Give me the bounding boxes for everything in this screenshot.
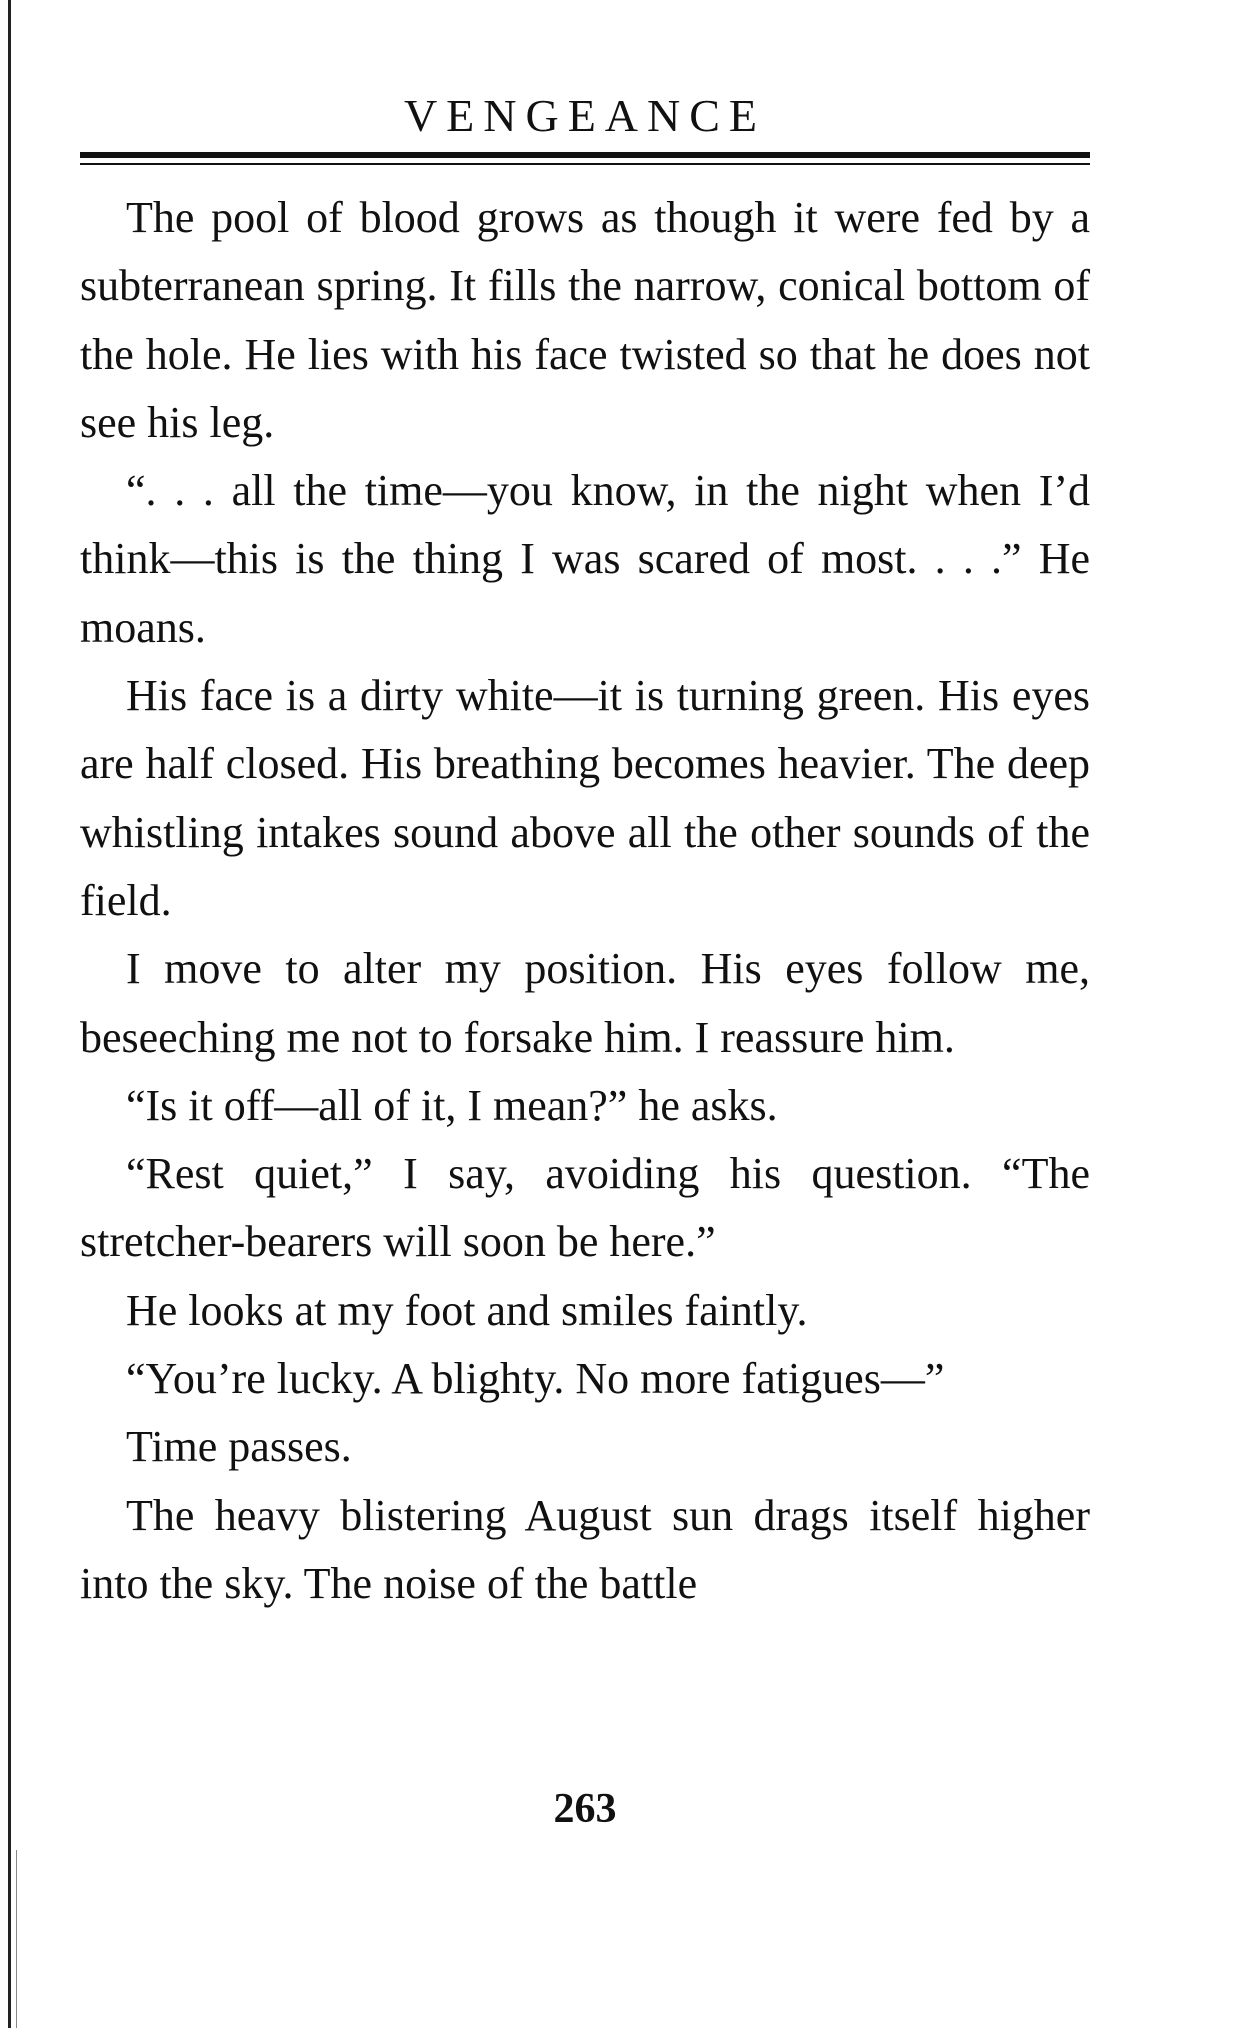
header-rule-thick [80, 152, 1090, 158]
paragraph: “. . . all the time—you know, in the night when I’d think—this is the thing I was scared of most. . . .” He moans. [80, 466, 1090, 652]
paragraph: The pool of blood grows as though it were fed by a subterranean spring. It fills the narrow, conical bottom of the hole. He lies with his face twisted so that he does not see his leg. [80, 193, 1090, 447]
body-text [80, 184, 1090, 1618]
paragraph: “Rest quiet,” I say, avoiding his question. “The stretcher-bearers will soon be here.” [80, 1149, 1090, 1267]
running-head: VENGEANCE [403, 90, 767, 141]
paragraph: His face is a dirty white—it is turning green. His eyes are half closed. His breathing becomes heavier. The deep whistling intakes sound above all the other sounds of the field. [80, 671, 1090, 925]
page-number: 263 [553, 1786, 617, 1832]
paragraph: Time passes. [126, 1422, 352, 1472]
header-rule-thin [80, 163, 1090, 165]
paragraph: The heavy blistering August sun drags itself higher into the sky. The noise of the battle [80, 1490, 1090, 1608]
paragraph: “Is it off—all of it, I mean?” he asks. [126, 1080, 778, 1130]
paragraph: He looks at my foot and smiles faintly. [126, 1285, 808, 1335]
page-edge-line-thin [16, 1850, 17, 2028]
page-edge-line [8, 0, 11, 2028]
paragraph: I move to alter my position. His eyes follow me, beseeching me not to forsake him. I reassure him. [80, 944, 1090, 1062]
paragraph: “You’re lucky. A blighty. No more fatigues—” [126, 1354, 945, 1404]
